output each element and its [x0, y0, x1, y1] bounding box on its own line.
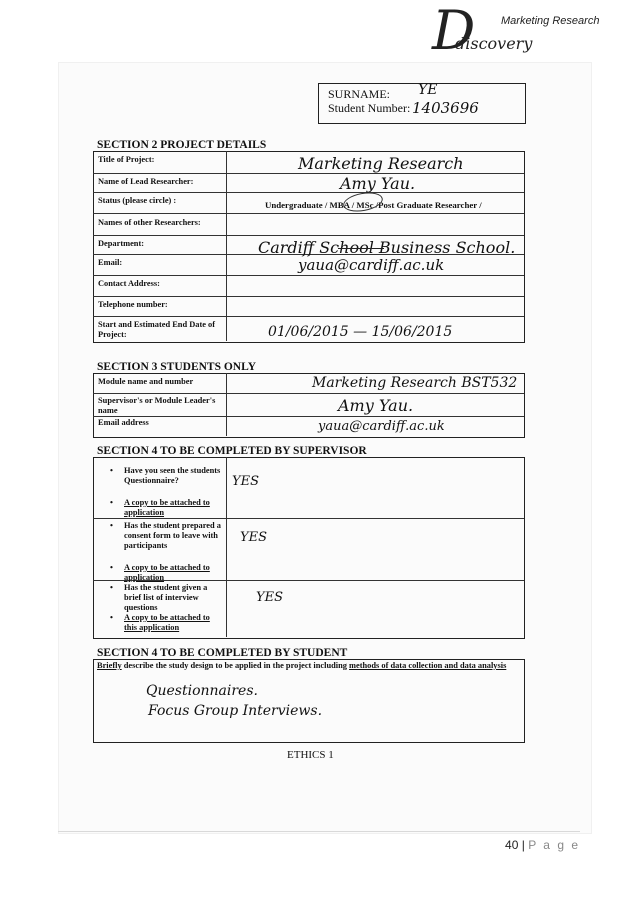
supervisor-attach-3: • A copy to be attached to this application: [110, 613, 210, 632]
email-value: yaua@cardiff.ac.uk: [298, 256, 445, 274]
module-value: Marketing Research BST532: [312, 375, 518, 391]
status-value: Undergraduate / MBA / MSc /Post Graduate Researcher /: [265, 200, 482, 210]
page-number: 40: [505, 838, 519, 852]
student-prompt: Briefly describe the study design to be applied in the project including methods of data collection and data analysis: [97, 661, 507, 670]
footer-divider: [58, 831, 580, 832]
student-number-label: Student Number:: [328, 101, 411, 115]
supervisor-answer-1: YES: [232, 474, 259, 489]
lead-researcher-label: Name of Lead Researcher:: [98, 177, 194, 186]
surname-label: SURNAME:: [328, 87, 391, 101]
section4-supervisor-heading: SECTION 4 TO BE COMPLETED BY SUPERVISOR: [97, 445, 367, 457]
lead-researcher-value: Amy Yau.: [340, 174, 416, 193]
section2-heading: SECTION 2 PROJECT DETAILS: [97, 139, 267, 151]
page-label: P a g e: [528, 838, 580, 852]
supervisor-answer-2: YES: [240, 530, 267, 545]
logo-letter: D: [432, 0, 476, 62]
student-number-value: 1403696: [412, 99, 479, 117]
supervisor-value: Amy Yau.: [338, 396, 414, 415]
email-address-label: Email address: [98, 418, 149, 427]
email-label: Email:: [98, 258, 123, 267]
supervisor-attach-1: • A copy to be attached to application: [110, 498, 210, 517]
student-answer-line-2: Focus Group Interviews.: [148, 703, 323, 719]
title-of-project-label: Title of Project:: [98, 155, 155, 164]
supervisor-attach-2: • A copy to be attached to application: [110, 563, 210, 582]
title-of-project-value: Marketing Research: [298, 154, 464, 173]
dates-value: 01/06/2015 — 15/06/2015: [268, 324, 453, 340]
supervisor-answer-3: YES: [256, 590, 283, 605]
supervisor-question-2: • Has the student prepared a consent form to leave with participants: [110, 521, 221, 550]
page-separator: |: [521, 838, 525, 852]
logo-word: discovery: [455, 34, 533, 53]
module-label: Module name and number: [98, 377, 194, 386]
header-title: Marketing Research: [501, 15, 600, 27]
section4-student-heading: SECTION 4 TO BE COMPLETED BY STUDENT: [97, 647, 348, 659]
surname-value: YE: [418, 82, 438, 98]
other-researchers-label: Names of other Researchers:: [98, 218, 201, 227]
supervisor-question-1: • Have you seen the students Questionnaire?: [110, 466, 221, 485]
section3-heading: SECTION 3 STUDENTS ONLY: [97, 361, 257, 373]
supervisor-label: Supervisor's or Module Leader's name: [98, 396, 216, 415]
student-answer-line-1: Questionnaires.: [146, 683, 258, 699]
dates-label: Start and Estimated End Date of Project:: [98, 320, 216, 339]
strikethrough-mark: [338, 248, 384, 249]
email-address-value: yaua@cardiff.ac.uk: [318, 419, 445, 434]
supervisor-question-3: • Has the student given a brief list of interview questions: [110, 583, 208, 612]
section4-student-box: [93, 659, 525, 743]
status-label: Status (please circle) :: [98, 196, 177, 205]
department-value: Cardiff School Business School.: [258, 238, 516, 257]
contact-address-label: Contact Address:: [98, 279, 160, 288]
page-footer: [505, 838, 580, 852]
ethics-label: ETHICS 1: [287, 749, 334, 761]
department-label: Department:: [98, 239, 145, 248]
telephone-label: Telephone number:: [98, 300, 168, 309]
